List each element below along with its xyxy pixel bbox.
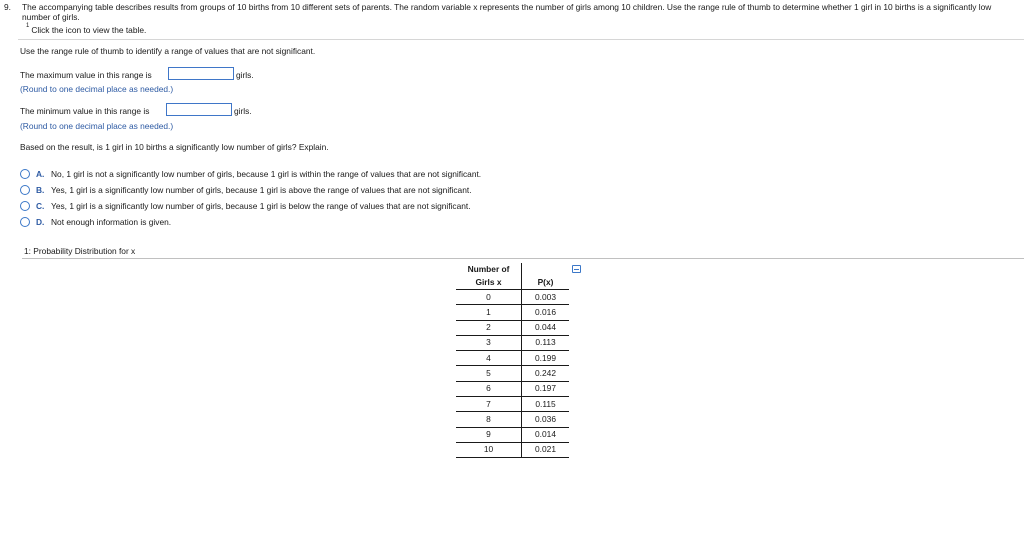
cell-x: 7 <box>456 397 522 412</box>
max-unit: girls. <box>236 70 254 80</box>
cell-x: 9 <box>456 427 522 442</box>
option-b-letter: B. <box>36 185 45 195</box>
divider <box>18 39 1024 40</box>
instruction: Use the range rule of thumb to identify a range of values that are not significant. <box>20 46 316 56</box>
max-value-input[interactable] <box>168 67 234 80</box>
radio-c[interactable] <box>20 201 30 211</box>
cell-p: 0.014 <box>522 427 570 442</box>
radio-b[interactable] <box>20 185 30 195</box>
explain-question: Based on the result, is 1 girl in 10 births a significantly low number of girls? Explain. <box>20 142 329 152</box>
probability-table <box>456 263 569 458</box>
table-row <box>456 366 569 381</box>
min-label: The minimum value in this range is <box>20 106 150 116</box>
table-row <box>456 290 569 305</box>
cell-p: 0.115 <box>522 397 570 412</box>
table-row <box>456 351 569 366</box>
cell-p: 0.021 <box>522 442 570 457</box>
cell-p: 0.242 <box>522 366 570 381</box>
cell-x: 1 <box>456 305 522 320</box>
option-d-letter: D. <box>36 217 45 227</box>
question-text: The accompanying table describes results from groups of 10 births from 10 different sets of parents. The random variable x represents the number of girls among 10 children. Use the range rule of thumb to determine whether 1 girl in 10 births is a significantly low number of girls. <box>22 2 992 22</box>
option-d-text: Not enough information is given. <box>51 217 172 227</box>
cell-x: 10 <box>456 442 522 457</box>
header-girls-x <box>456 263 522 290</box>
cell-x: 0 <box>456 290 522 305</box>
table-row <box>456 335 569 350</box>
header-girls-x-line2: Girls x <box>475 277 502 287</box>
table-section-title: 1: Probability Distribution for x <box>24 246 136 256</box>
cell-p: 0.113 <box>522 335 570 350</box>
option-c-letter: C. <box>36 201 45 211</box>
footnote[interactable] <box>26 25 146 35</box>
table-row <box>456 442 569 457</box>
cell-x: 2 <box>456 320 522 335</box>
max-hint: (Round to one decimal place as needed.) <box>20 84 174 94</box>
cell-x: 6 <box>456 381 522 396</box>
min-hint: (Round to one decimal place as needed.) <box>20 121 174 131</box>
cell-p: 0.036 <box>522 412 570 427</box>
radio-a[interactable] <box>20 169 30 179</box>
cell-p: 0.199 <box>522 351 570 366</box>
max-label: The maximum value in this range is <box>20 70 152 80</box>
cell-x: 3 <box>456 335 522 350</box>
cell-p: 0.044 <box>522 320 570 335</box>
option-a-letter: A. <box>36 169 45 179</box>
table-row <box>456 320 569 335</box>
copy-icon[interactable] <box>572 265 581 273</box>
min-value-input[interactable] <box>166 103 232 116</box>
header-girls-x-line1: Number of <box>467 264 510 274</box>
section-divider <box>22 258 1024 259</box>
cell-x: 5 <box>456 366 522 381</box>
table-row <box>456 305 569 320</box>
footnote-text[interactable]: Click the icon to view the table. <box>31 25 147 35</box>
header-px: P(x) <box>522 263 570 290</box>
footnote-mark: 1 <box>26 23 30 29</box>
cell-x: 4 <box>456 351 522 366</box>
option-a-text: No, 1 girl is not a significantly low number of girls, because 1 girl is within the range of values that are not significant. <box>51 169 482 179</box>
cell-p: 0.016 <box>522 305 570 320</box>
option-c-text: Yes, 1 girl is a significantly low number of girls, because 1 girl is below the range of values that are not significant. <box>51 201 471 211</box>
cell-x: 8 <box>456 412 522 427</box>
min-unit: girls. <box>234 106 252 116</box>
cell-p: 0.197 <box>522 381 570 396</box>
radio-d[interactable] <box>20 217 30 227</box>
table-row <box>456 397 569 412</box>
table-row <box>456 412 569 427</box>
table-row <box>456 427 569 442</box>
cell-p: 0.003 <box>522 290 570 305</box>
option-b-text: Yes, 1 girl is a significantly low number of girls, because 1 girl is above the range of values that are not significant. <box>51 185 472 195</box>
question-number: 9. <box>4 2 11 12</box>
table-row <box>456 381 569 396</box>
